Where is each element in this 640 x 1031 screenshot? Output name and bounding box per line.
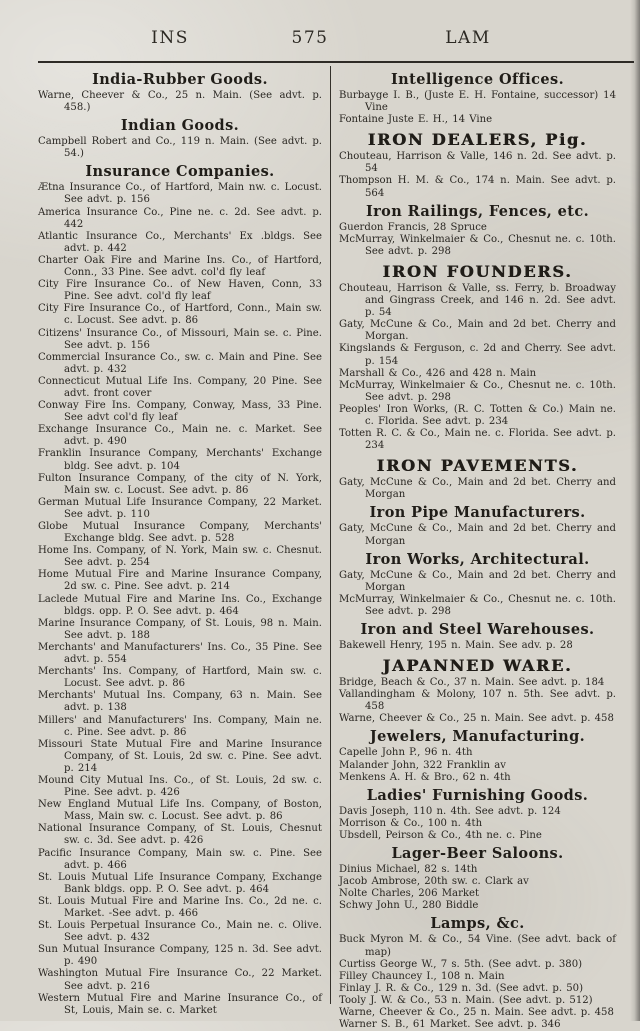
directory-entry: Charter Oak Fire and Marine Ins. Co., of Hartford, Conn., 33 Pine. See advt. col'd fly leaf — [38, 254, 322, 279]
page-header — [0, 28, 640, 54]
section-heading: Jewelers, Manufacturing. — [369, 728, 586, 746]
directory-entry: Gaty, McCune & Co., Main and 2d bet. Cherry and Morgan — [339, 477, 616, 501]
directory-entry: Morrison & Co., 100 n. 4th — [339, 817, 483, 829]
header-left-guide: INS — [151, 28, 189, 48]
directory-entry: Home Ins. Company, of N. York, Main sw. c. Chesnut. See advt. p. 254 — [38, 545, 322, 569]
directory-entry: Millers' and Manufacturers' Ins. Company, Main ne. c. Pine. See advt. p. 86 — [38, 714, 322, 738]
directory-entry: St. Louis Mutual Fire and Marine Ins. Co., 2d ne. c. Market. -See advt. p. 466 — [38, 895, 322, 919]
directory-entry: Gaty, McCune & Co., Main and 2d bet. Cherry and Morgan — [339, 523, 616, 547]
section-heading: IRON FOUNDERS. — [382, 261, 573, 281]
directory-entry: Citizens' Insurance Co., of Missouri, Main se. c. Pine. See advt. p. 156 — [38, 327, 322, 351]
directory-entry: Thompson H. M. & Co., 174 n. Main. See advt. p. 564 — [339, 175, 616, 199]
directory-entry: Chouteau, Harrison & Valle, ss. Ferry, b. Broadway and Gingrass Creek, and 146 n. 2d. See advt. p. 54 — [339, 282, 616, 319]
directory-entry: Ætna Insurance Co., of Hartford, Main nw. c. Locust. See advt. p. 156 — [38, 182, 322, 206]
directory-entry: Vallandingham & Molony, 107 n. 5th. See advt. p. 458 — [339, 689, 616, 713]
directory-entry: Nolte Charles, 206 Market — [339, 888, 480, 900]
directory-entry: Guerdon Francis, 28 Spruce — [339, 221, 487, 233]
page-number: 575 — [291, 28, 329, 48]
directory-entry: Merchants' and Manufacturers' Ins. Co., 35 Pine. See advt. p. 554 — [38, 641, 322, 666]
directory-entry: National Insurance Company, of St. Louis, Chesnut sw. c. 3d. See advt. p. 426 — [38, 823, 322, 847]
directory-entry: City Fire Insurance Co.. of New Haven, Conn, 33 Pine. See advt. col'd fly leaf — [38, 279, 322, 303]
directory-entry: America Insurance Co., Pine ne. c. 2d. See advt. p. 442 — [38, 206, 322, 230]
directory-entry: Commercial Insurance Co., sw. c. Main and Pine. See advt. p. 432 — [38, 351, 322, 375]
directory-entry: Sun Mutual Insurance Company, 125 n. 3d. See advt. p. 490 — [38, 944, 322, 968]
directory-entry: Kingslands & Ferguson, c. 2d and Cherry. See advt. p. 154 — [339, 343, 616, 367]
directory-entry: Gaty, McCune & Co., Main and 2d bet. Cherry and Morgan. — [339, 319, 616, 343]
directory-entry: Chouteau, Harrison & Valle, 146 n. 2d. See advt. p. 54 — [339, 151, 616, 175]
directory-entry: Menkens A. H. & Bro., 62 n. 4th — [339, 771, 511, 783]
directory-entry: McMurray, Winkelmaier & Co., Chesnut ne. c. 10th. See advt. p. 298 — [339, 593, 616, 617]
section-heading: Indian Goods. — [120, 117, 240, 135]
directory-entry: McMurray, Winkelmaier & Co., Chesnut ne. c. 10th. See advt. p. 298 — [339, 379, 616, 403]
directory-entry: Marshall & Co., 426 and 428 n. Main — [339, 367, 537, 379]
directory-entry: Jacob Ambrose, 20th sw. c. Clark av — [339, 876, 529, 888]
directory-entry: McMurray, Winkelmaier & Co., Chesnut ne. c. 10th. See advt. p. 298 — [339, 233, 616, 257]
directory-entry: Finlay J. R. & Co., 129 n. 3d. (See advt. p. 50) — [339, 982, 584, 994]
directory-entry: Mound City Mutual Ins. Co., of St. Louis, 2d sw. c. Pine. See advt. p. 426 — [38, 774, 322, 799]
directory-entry: Fulton Insurance Company, of the city of N. York, Main sw. c. Locust. See advt. p. 86 — [38, 472, 322, 496]
section-heading: Ladies' Furnishing Goods. — [366, 786, 589, 804]
directory-entry: Globe Mutual Insurance Company, Merchants' Exchange bldg. See advt. p. 528 — [38, 521, 322, 545]
section-heading: Iron Pipe Manufacturers. — [369, 504, 586, 522]
right-column — [339, 68, 616, 1031]
page-edge-shadow — [630, 0, 640, 1021]
left-column — [38, 68, 322, 1017]
directory-entry: Exchange Insurance Co., Main ne. c. Market. See advt. p. 490 — [38, 424, 322, 448]
directory-entry: Connecticut Mutual Life Ins. Company, 20 Pine. See advt. front cover — [38, 375, 322, 399]
directory-entry: Dinius Michael, 82 s. 14th — [339, 864, 478, 876]
directory-entry: St. Louis Mutual Life Insurance Company, Exchange Bank bldgs. opp. P. O. See advt. p. 464 — [38, 871, 322, 895]
section-heading: Iron and Steel Warehouses. — [360, 621, 595, 638]
directory-entry: Washington Mutual Fire Insurance Co., 22 Market. See advt. p. 216 — [38, 968, 322, 992]
directory-entry: Warner S. B., 61 Market. See advt. p. 346 — [339, 1019, 561, 1031]
section-heading: India-Rubber Goods. — [92, 71, 268, 88]
directory-entry: Atlantic Insurance Co., Merchants' Ex .bldgs. See advt. p. 442 — [38, 230, 322, 254]
directory-entry: Campbell Robert and Co., 119 n. Main. (See advt. p. 54.) — [38, 136, 322, 160]
directory-entry: Buck Myron M. & Co., 54 Vine. (See advt. back of map) — [339, 934, 616, 958]
section-heading: IRON DEALERS, Pig. — [367, 130, 588, 150]
section-heading: Lamps, &c. — [430, 915, 525, 933]
directory-entry: Ubsdell, Peirson & Co., 4th ne. c. Pine — [339, 829, 542, 841]
directory-entry: Curtiss George W., 7 s. 5th. (See advt. p. 380) — [339, 958, 583, 970]
section-heading: Insurance Companies. — [85, 163, 275, 181]
directory-entry: Merchants' Ins. Company, of Hartford, Main sw. c. Locust. See advt. p. 86 — [38, 666, 322, 690]
directory-entry: Home Mutual Fire and Marine Insurance Company, 2d sw. c. Pine. See advt. p. 214 — [38, 569, 322, 593]
directory-entry: Bakewell Henry, 195 n. Main. See adv. p. 28 — [339, 640, 573, 651]
directory-entry: Merchants' Mutual Ins. Company, 63 n. Main. See advt. p. 138 — [38, 690, 322, 714]
directory-entry: Schwy John U., 280 Biddle — [339, 900, 479, 912]
section-heading: Iron Railings, Fences, etc. — [365, 202, 590, 220]
directory-entry: Filley Chauncey I., 108 n. Main — [339, 970, 505, 982]
directory-entry: Burbayge I. B., (Juste E. H. Fontaine, successor) 14 Vine — [339, 90, 616, 114]
directory-entry: Peoples' Iron Works, (R. C. Totten & Co.) Main ne. c. Florida. See advt. p. 234 — [339, 403, 616, 427]
directory-entry: St. Louis Perpetual Insurance Co., Main ne. c. Olive. See advt. p. 432 — [38, 920, 322, 944]
directory-entry: Laclede Mutual Fire and Marine Ins. Co., Exchange bldgs. opp. P. O. See advt. p. 464 — [38, 593, 322, 617]
directory-entry: Tooly J. W. & Co., 53 n. Main. (See advt. p. 512) — [339, 994, 593, 1006]
directory-entry: Franklin Insurance Company, Merchants' Exchange bldg. See advt. p. 104 — [38, 448, 322, 472]
directory-entry: Warne, Cheever & Co., 25 n. Main. See advt. p. 458 — [339, 1006, 614, 1018]
directory-entry: Gaty, McCune & Co., Main and 2d bet. Cherry and Morgan — [339, 569, 616, 593]
directory-entry: Western Mutual Fire and Marine Insurance Co., of St, Louis, Main se. c. Market — [38, 992, 322, 1016]
directory-entry: Totten R. C. & Co., Main ne. c. Florida. See advt. p. 234 — [339, 428, 616, 452]
directory-entry: Davis Joseph, 110 n. 4th. See advt. p. 124 — [339, 805, 561, 817]
directory-entry: German Mutual Life Insurance Company, 22 Market. See advt. p. 110 — [38, 496, 322, 520]
section-heading: Intelligence Offices. — [390, 71, 565, 88]
column-divider — [330, 66, 331, 1004]
directory-entry: Malander John, 322 Franklin av — [339, 759, 506, 771]
header-rule — [38, 61, 634, 63]
directory-entry: Pacific Insurance Company, Main sw. c. Pine. See advt. p. 466 — [38, 847, 322, 871]
section-heading: IRON PAVEMENTS. — [376, 456, 579, 476]
section-heading: Lager-Beer Saloons. — [391, 845, 564, 863]
directory-entry: Marine Insurance Company, of St. Louis, 98 n. Main. See advt. p. 188 — [38, 617, 322, 641]
directory-entry: New England Mutual Life Ins. Company, of Boston, Mass, Main sw. c. Locust. See advt. p. 86 — [38, 799, 322, 823]
section-heading: JAPANNED WARE. — [382, 656, 573, 676]
header-right-guide: LAM — [445, 28, 491, 48]
directory-entry: Missouri State Mutual Fire and Marine Insurance Company, of St. Louis, 2d sw. c. Pine. See advt. p. 214 — [38, 738, 322, 774]
directory-entry: Bridge, Beach & Co., 37 n. Main. See advt. p. 184 — [339, 677, 605, 689]
directory-entry: City Fire Insurance Co., of Hartford, Conn., Main sw. c. Locust. See advt. p. 86 — [38, 303, 322, 327]
directory-entry: Capelle John P., 96 n. 4th — [339, 747, 473, 759]
directory-entry: Conway Fire Ins. Company, Conway, Mass, 33 Pine. See advt col'd fly leaf — [38, 400, 322, 424]
directory-entry: Warne, Cheever & Co., 25 n. Main. (See advt. p. 458.) — [38, 90, 322, 114]
directory-entry: Fontaine Juste E. H., 14 Vine — [339, 114, 493, 126]
directory-entry: Warne, Cheever & Co., 25 n. Main. See advt. p. 458 — [339, 713, 614, 725]
section-heading: Iron Works, Architectural. — [365, 550, 590, 568]
